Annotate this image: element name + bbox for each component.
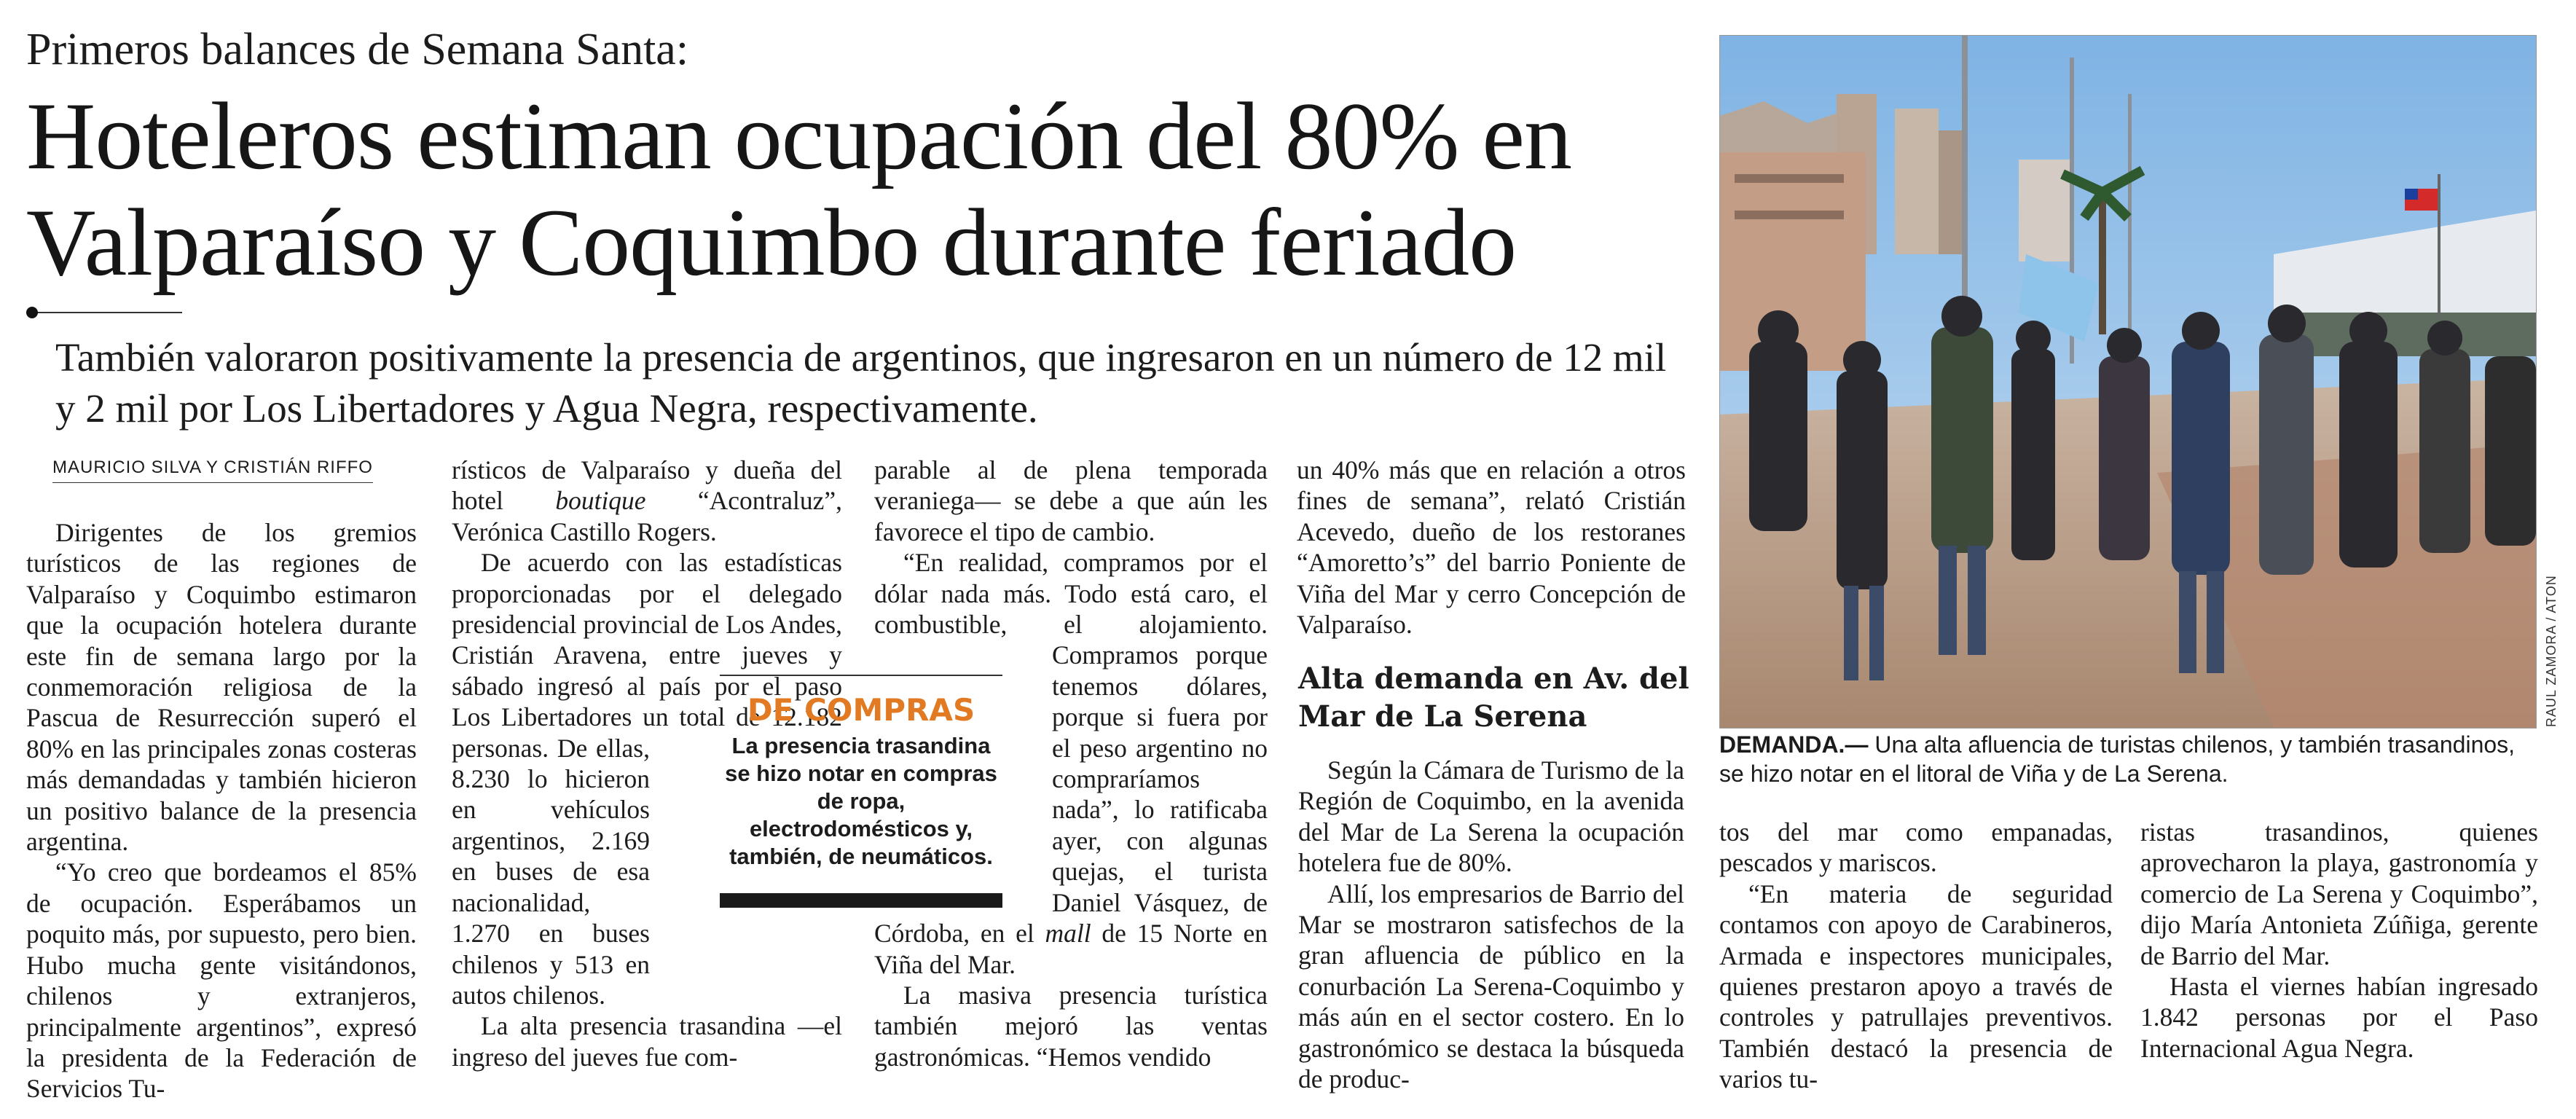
article-dek: También valoraron positivamente la presencia de argentinos, que ingresaron en un número de 12 mil y 2 mil por Los Libertadores y Agua Negra, respectivamente.	[55, 335, 1667, 431]
caption-lead: DEMANDA.—	[1719, 731, 1869, 758]
headline-rule	[29, 312, 182, 313]
article-photo	[1719, 35, 2537, 729]
col3-paragraph-2: “En realidad, compramos por el dólar nada más. Todo está caro, el combustible, el alojamiento. Compramos porque tenemos dólares, porque si fuera por el peso argentino no compraríamos nada”, lo ratificaba ayer, con algunas quejas, el turista Daniel Vásquez, de Córdoba, en el mall de 15 Norte en Viña del Mar.	[874, 548, 1268, 979]
col2-paragraph-1: rísticos de Valparaíso y dueña del hotel boutique “Acontraluz”, Verónica Castillo Rogers.	[452, 455, 842, 546]
col7-paragraph-2: Hasta el viernes habían ingresado 1.842 personas por el Paso Internacional Agua Negra.	[2140, 972, 2538, 1063]
sidebar-label: DE COMPRAS	[747, 692, 975, 728]
caption-text: Una alta afluencia de turistas chilenos, y también trasandinos, se hizo notar en el litoral de Viña y de La Serena.	[1719, 731, 2516, 787]
col1-paragraph-2: “Yo creo que bordeamos el 85% de ocupación. Esperábamos un poquito más, por supuesto, pero bien. Hubo mucha gente visitándonos, chilenos y extranjeros, principalmente argentinos”, expresó la presidenta de la Federación de Servicios Tu-	[26, 857, 417, 1104]
col7-paragraph-1: ristas trasandinos, quienes aprovecharon la playa, gastronomía y comercio de La Serena y Coquimbo”, dijo María Antonieta Zúñiga, gerente de Barrio del Mar.	[2140, 817, 2538, 970]
photo-credit: RAUL ZAMORA / ATON	[2544, 575, 2559, 727]
column-4	[1297, 455, 1686, 640]
article-kicker: Primeros balances de Semana Santa:	[26, 25, 689, 74]
col5-paragraph-2: Allí, los empresarios de Barrio del Mar se mostraron satisfechos de la gran afluencia de público en la conurbación La Serena-Coquimbo y más aún en el sector costero. En lo gastronómico se destaca la búsqueda de produc-	[1298, 879, 1684, 1094]
column-7	[2140, 817, 2538, 1064]
col1-paragraph-1: Dirigentes de los gremios turísticos de las regiones de Valparaíso y Coquimbo estimaron que la ocupación hotelera durante este fin de semana largo por la conmemoración religiosa de la Pascua de Resurrección superó el 80% en las principales zonas costeras más demandadas y también hicieron un positivo balance de la presencia argentina.	[26, 518, 417, 857]
article-headline: Hoteleros estiman ocupación del 80% en Valparaíso y Coquimbo durante feriado	[26, 82, 1571, 296]
col6-paragraph-1: tos del mar como empanadas, pescados y mariscos.	[1719, 817, 2113, 878]
column-5	[1298, 755, 1684, 1094]
headline-rule-dot	[26, 307, 38, 318]
section-subhead: Alta demanda en Av. del Mar de La Serena	[1298, 661, 1689, 734]
col3-paragraph-1: parable al de plena temporada veraniega— se debe a que aún les favorece el tipo de cambio.	[874, 455, 1268, 546]
col4-paragraph-1: un 40% más que en relación a otros fines de semana”, relató Cristián Acevedo, dueño de los restoranes “Amoretto’s” del barrio Poniente de Viña del Mar y cerro Concepción de Valparaíso.	[1297, 455, 1686, 640]
sidebar-bar	[720, 893, 1002, 908]
sidebar-box	[720, 675, 1002, 908]
photo-caption	[1719, 730, 2542, 788]
sidebar-text: La presencia trasandina se hizo notar en compras de ropa, electrodomésticos y, también, de neumáticos.	[725, 733, 997, 869]
col2-paragraph-2: De acuerdo con las estadísticas proporcionadas por el delegado presidencial provincial de Los Andes, Cristián Aravena, entre jueves y sábado ingresó al país por el paso Los Libertadores un total de 12.182 personas. De ellas, 8.230 lo hicieron en vehículos argentinos, 2.169 en buses de esa nacionalidad, 1.270 en buses chilenos y 513 en autos chilenos.	[452, 548, 842, 1010]
col2-paragraph-3: La alta presencia trasandina —el ingreso del jueves fue com-	[452, 1011, 842, 1072]
photo-illustration	[1720, 36, 2536, 728]
col3-paragraph-3: La masiva presencia turística también mejoró las ventas gastronómicas. “Hemos vendido	[874, 980, 1268, 1072]
column-6	[1719, 817, 2113, 1095]
col6-paragraph-2: “En materia de seguridad contamos con apoyo de Carabineros, Armada e inspectores municipales, quienes prestaron apoyo a través de controles y patrullajes preventivos. También destacó la presencia de varios tu-	[1719, 879, 2113, 1094]
column-1	[26, 517, 417, 1104]
col5-paragraph-1: Según la Cámara de Turismo de la Región de Coquimbo, en la avenida del Mar de La Serena la ocupación hotelera fue de 80%.	[1298, 755, 1684, 878]
byline: MAURICIO SILVA Y CRISTIÁN RIFFO	[52, 458, 373, 483]
